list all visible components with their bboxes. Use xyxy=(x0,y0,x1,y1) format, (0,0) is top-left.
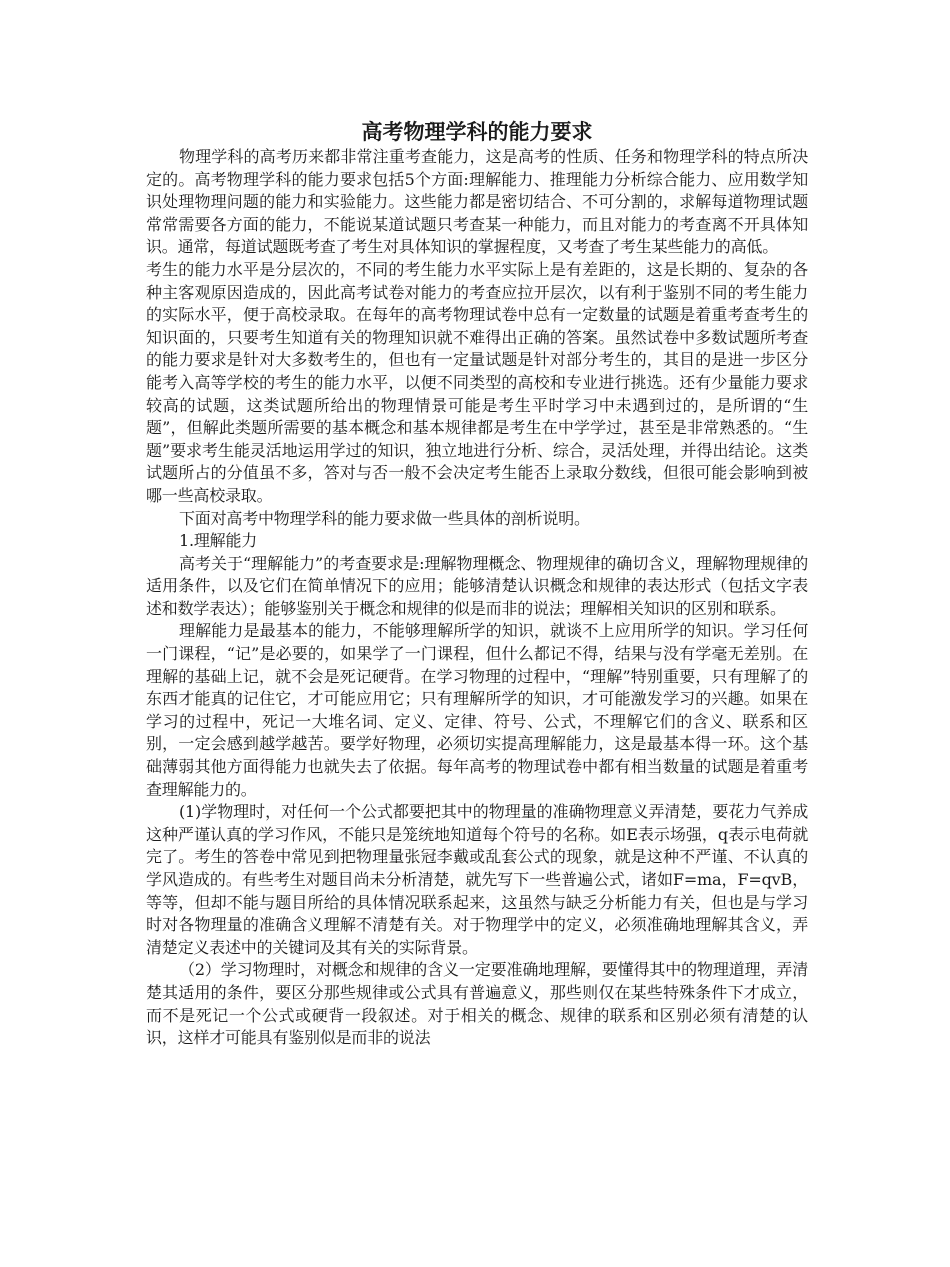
body-paragraph: (1)学物理时，对任何一个公式都要把其中的物理量的准确物理意义弄清楚，要花力气养成这种严谨认真的学习作风，不能只是笼统地知道每个符号的名称。如E表示场强，q表示电荷就完了。考生的答卷中常见到把物理量张冠李戴或乱套公式的现象，就是这种不严谨、不认真的学风造成的。有些考生对题目尚未分析清楚，就先写下一些普遍公式，诸如F=ma，F=qvB，等等，但却不能与题目所给的具体情况联系起来，这虽然与缺乏分析能力有关，但也是与学习时对各物理量的准确含义理解不清楚有关。对于物理学中的定义，必须准确地理解其含义，弄清楚定义表述中的关键词及其有关的实际背景。 xyxy=(146,802,808,957)
body-paragraph: 物理学科的高考历来都非常注重考查能力，这是高考的性质、任务和物理学科的特点所决定的。高考物理学科的能力要求包括5个方面:理解能力、推理能力分析综合能力、应用数学知识处理物理问题的能力和实验能力。这些能力都是密切结合、不可分割的，求解每道物理试题常常需要各方面的能力，不能说某道试题只考查某一种能力，而且对能力的考查离不开具体知识。通常，每道试题既考查了考生对具体知识的掌握程度，又考查了考生某些能力的高低。 xyxy=(146,147,808,257)
body-paragraph: 下面对高考中物理学科的能力要求做一些具体的剖析说明。 xyxy=(179,508,590,528)
body-paragraph: 1.理解能力 xyxy=(179,531,258,551)
body-paragraph: （2）学习物理时，对概念和规律的含义一定要准确地理解，要懂得其中的物理道理，弄清楚其适用的条件，要区分那些规律或公式具有普遍意义，那些则仅在某些特殊条件下才成立，而不是死记一个公式或硬背一段叙述。对于相关的概念、规律的联系和区别必须有清楚的认识，这样才可能具有鉴别似是而非的说法 xyxy=(146,960,808,1048)
document-body xyxy=(146,146,808,1050)
body-paragraph: 高考关于“理解能力”的考查要求是:理解物理概念、物理规律的确切含义，理解物理规律的适用条件，以及它们在简单情况下的应用；能够清楚认识概念和规律的表达形式（包括文字表述和数学表达）；能够鉴别关于概念和规律的似是而非的说法；理解相关知识的区别和联系。 xyxy=(146,553,808,618)
document-title: 高考物理学科的能力要求 xyxy=(361,120,593,144)
document-page xyxy=(146,118,808,1050)
body-paragraph: 理解能力是最基本的能力，不能够理解所学的知识，就谈不上应用所学的知识。学习任何一门课程，“记”是必要的，如果学了一门课程，但什么都记不得，结果与没有学毫无差别。在理解的基础上记，就不会是死记硬背。在学习物理的过程中，“理解”特别重要，只有理解了的东西才能真的记住它，才可能应用它；只有理解所学的知识，才可能激发学习的兴趣。如果在学习的过程中，死记一大堆名词、定义、定律、符号、公式，不理解它们的含义、联系和区别，一定会感到越学越苦。要学好物理，必须切实提高理解能力，这是最基本得一环。这个基础薄弱其他方面得能力也就失去了依据。每年高考的物理试卷中都有相当数量的试题是着重考查理解能力的。 xyxy=(146,621,808,799)
body-paragraph: 考生的能力水平是分层次的，不同的考生能力水平实际上是有差距的，这是长期的、复杂的各种主客观原因造成的，因此高考试卷对能力的考查应拉开层次，以有利于鉴别不同的考生能力的实际水平，便于高校录取。在每年的高考物理试卷中总有一定数量的试题是着重考查考生的知识面的，只要考生知道有关的物理知识就不难得出正确的答案。虽然试卷中多数试题所考查的能力要求是针对大多数考生的，但也有一定量试题是针对部分考生的，其目的是进一步区分能考入高等学校的考生的能力水平，以便不同类型的高校和专业进行挑选。还有少量能力要求较高的试题，这类试题所给出的物理情景可能是考生平时学习中未遇到过的，是所谓的“生题”，但解此类题所需要的基本概念和基本规律都是考生在中学学过，甚至是非常熟悉的。“生题”要求考生能灵活地运用学过的知识，独立地进行分析、综合，灵活处理，并得出结论。这类试题所占的分值虽不多，答对与否一般不会决定考生能否上录取分数线，但很可能会影响到被哪一些高校录取。 xyxy=(146,259,808,505)
